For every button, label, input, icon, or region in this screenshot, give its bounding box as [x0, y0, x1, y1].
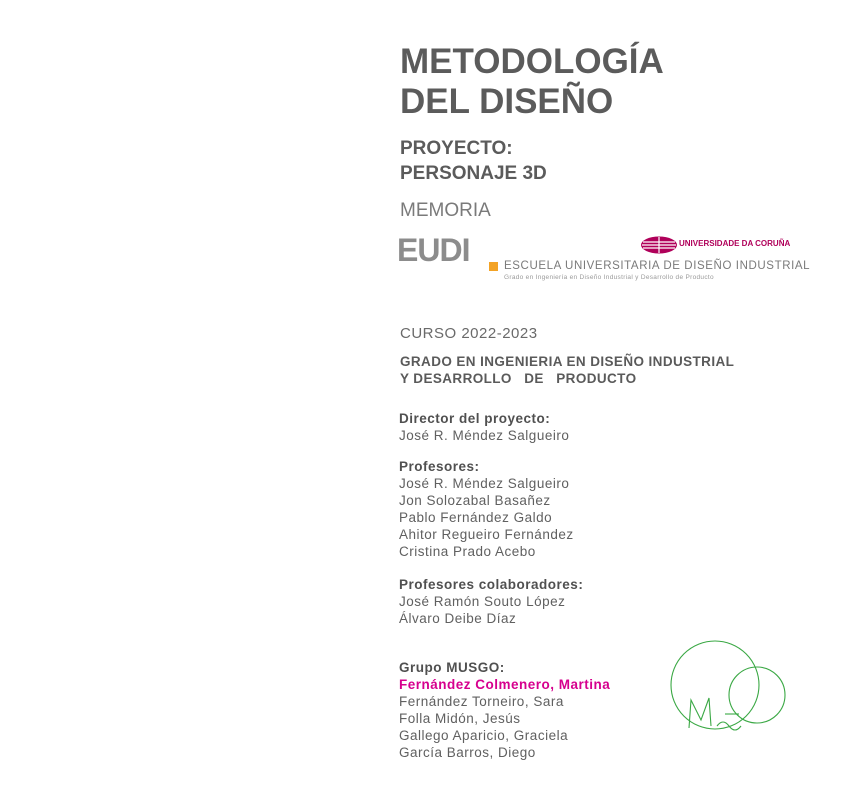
udc-logo-icon: [640, 236, 678, 254]
course-year: CURSO 2022-2023: [400, 325, 538, 342]
director-name: José R. Méndez Salgueiro: [399, 428, 570, 443]
eudi-logo: EUDI: [397, 232, 470, 268]
profesor-name: José R. Méndez Salgueiro: [399, 476, 570, 491]
subtitle-line-2: PERSONAJE 3D: [400, 163, 547, 184]
project-subtitle: [400, 136, 547, 186]
colaboradores-section: [399, 576, 583, 627]
document-title: [400, 42, 664, 122]
grupo-heading: Grupo MUSGO:: [399, 660, 505, 675]
eudi-accent-square: [489, 262, 498, 271]
profesores-heading: Profesores:: [399, 459, 480, 474]
colaboradores-heading: Profesores colaboradores:: [399, 577, 584, 592]
title-line-1: METODOLOGÍA: [400, 42, 664, 81]
school-name: ESCUELA UNIVERSITARIA DE DISEÑO INDUSTRIAL: [504, 260, 811, 272]
grupo-member-name: García Barros, Diego: [399, 745, 536, 760]
colaborador-name: José Ramón Souto López: [399, 594, 566, 609]
subtitle-line-1: PROYECTO:: [400, 138, 513, 159]
degree-line-1: GRADO EN INGENIERIA EN DISEÑO INDUSTRIAL: [400, 354, 735, 369]
director-heading: Director del proyecto:: [399, 411, 551, 426]
degree-line-2: Y DESARROLLO DE PRODUCTO: [400, 371, 637, 386]
udc-name: UNIVERSIDADE DA CORUÑA: [679, 239, 791, 248]
profesor-name: Pablo Fernández Galdo: [399, 510, 553, 525]
grupo-member-name: Folla Midón, Jesús: [399, 711, 521, 726]
profesores-section: [399, 458, 574, 560]
director-section: [399, 410, 569, 444]
profesor-name: Cristina Prado Acebo: [399, 544, 536, 559]
degree-title: [400, 353, 734, 387]
school-degree-line: Grado en Ingeniería en Diseño Industrial y Desarrollo de Producto: [504, 274, 714, 281]
grupo-member-name: Gallego Aparicio, Graciela: [399, 728, 569, 743]
profesor-name: Ahitor Regueiro Fernández: [399, 527, 574, 542]
profesor-name: Jon Solozabal Basañez: [399, 493, 551, 508]
musgo-logo-icon: [665, 640, 795, 740]
title-line-2: DEL DISEÑO: [400, 82, 614, 121]
grupo-member-name: Fernández Torneiro, Sara: [399, 694, 564, 709]
grupo-highlight-name: Fernández Colmenero, Martina: [399, 677, 611, 692]
colaborador-name: Álvaro Deibe Díaz: [399, 611, 517, 626]
memoria-label: MEMORIA: [400, 200, 491, 221]
grupo-section: [399, 659, 610, 761]
